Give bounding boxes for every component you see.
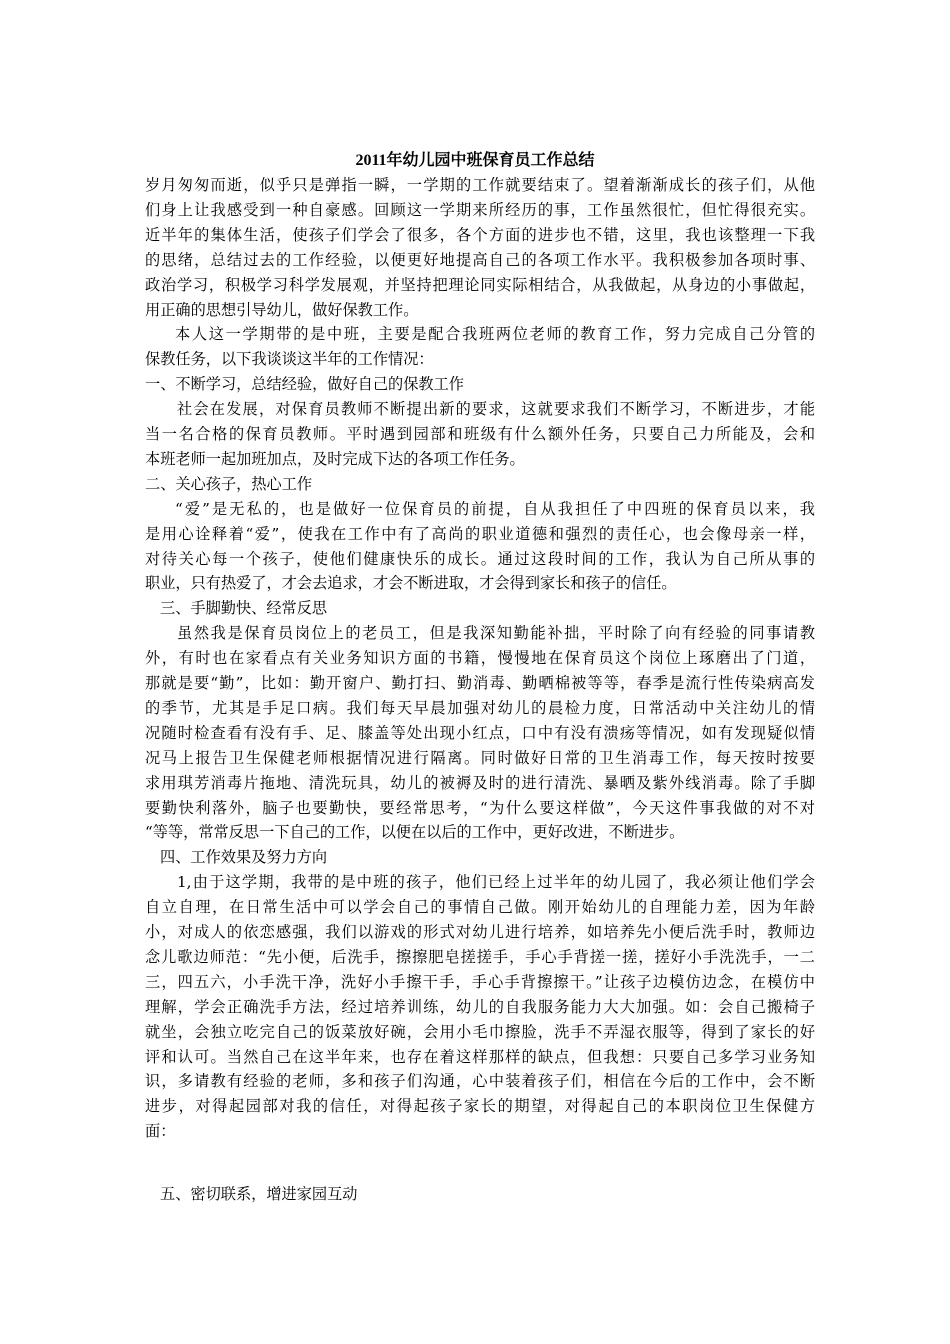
text-line: 面： (145, 1122, 176, 1141)
text-line: 虽然我是保育员岗位上的老员工，但是我深知勤能补拙，平时除了向有经验的同事请教 (177, 624, 815, 643)
text-line: 社会在发展，对保育员教师不断提出新的要求，这就要求我们不断学习，不断进步，才能 (177, 400, 815, 419)
text-line: 二、关心孩子，热心工作 (145, 474, 313, 493)
text-line: 是用心诠释着“爱”，使我在工作中有了高尚的职业道德和强烈的责任心，也会像母亲一样， (145, 524, 815, 543)
text-line: 况随时检查看有没有手、足、膝盖等处出现小红点，口中有没有溃疡等情况，如有发现疑似情 (145, 723, 815, 742)
text-line: 三、手脚勤快、经常反思 (160, 599, 328, 618)
text-line: 对待关心每一个孩子，使他们健康快乐的成长。通过这段时间的工作，我认为自己所从事的 (145, 549, 815, 568)
text-line: 识，多请教有经验的老师，多和孩子们沟通，心中装着孩子们，相信在今后的工作中，会不断 (145, 1072, 815, 1091)
text-line: “爱”是无私的，也是做好一位保育员的前提，自从我担任了中四班的保育员以来，我 (175, 499, 815, 518)
text-line: 求用琪芳消毒片拖地、清洗玩具，幼儿的被褥及时的进行清洗、暴晒及紫外线消毒。除了手脚 (145, 773, 815, 792)
text-line: 要勤快利落外，脑子也要勤快，要经常思考，“为什么要这样做”，今天这件事我做的对不对 (145, 798, 815, 817)
text-line: 就坐，会独立吃完自己的饭菜放好碗，会用小毛巾擦脸，洗手不弄湿衣服等，得到了家长的好 (145, 1022, 815, 1041)
text-line: 念儿歌边师范：“先小便，后洗手，擦擦肥皂搓搓手，手心手背搓一搓，搓好小手洗洗手，一二 (145, 947, 815, 966)
text-line: 理解，学会正确洗手方法，经过培养训练，幼儿的自我服务能力大大加强。如：会自己搬椅子 (145, 997, 815, 1016)
text-line: 1,由于这学期，我带的是中班的孩子，他们已经上过半年的幼儿园了，我必须让他们学会 (177, 873, 815, 892)
document-title: 2011年幼儿园中班保育员工作总结 (355, 152, 595, 169)
text-line: 外，有时也在家看点有关业务知识方面的书籍，慢慢地在保育员这个岗位上琢磨出了门道， (145, 649, 815, 668)
text-line: 本班老师一起加班加点，及时完成下达的各项工作任务。 (145, 449, 525, 468)
text-line: 况马上报告卫生保健老师根据情况进行隔离。同时做好日常的卫生消毒工作，每天按时按要 (145, 748, 815, 767)
text-line: 的季节，尤其是手足口病。我们每天早晨加强对幼儿的晨检力度，日常活动中关注幼儿的情 (145, 698, 815, 717)
text-line: 用正确的思想引导幼儿，做好保教工作。 (145, 300, 419, 319)
text-line: 三，四五六，小手洗干净，洗好小手擦干手，手心手背擦擦干。”让孩子边模仿边念，在模仿中 (145, 972, 815, 991)
text-line: 当一名合格的保育员教师。平时遇到园部和班级有什么额外任务，只要自己力所能及，会和 (145, 425, 815, 443)
text-line: 自立自理，在日常生活中可以学会自己的事情自己做。刚开始幼儿的自理能力差，因为年龄 (145, 898, 815, 917)
text-line: 四、工作效果及努力方向 (160, 848, 328, 867)
text-line: 小，对成人的依恋感强，我们以游戏的形式对幼儿进行培养，如培养先小便后洗手时，教师边 (145, 923, 815, 941)
text-line: 近半年的集体生活，使孩子们学会了很多，各个方面的进步也不错，这里，我也该整理一下我 (145, 225, 815, 244)
text-line: 评和认可。当然自己在这半年来，也存在着这样那样的缺点，但我想：只要自己多学习业务知 (145, 1047, 815, 1066)
text-line: 那就是要“勤”，比如：勤开窗户、勤打扫、勤消毒、勤晒棉被等等，春季是流行性传染病高发 (145, 674, 815, 692)
text-line: 本人这一学期带的是中班，主要是配合我班两位老师的教育工作，努力完成自己分管的 (175, 325, 815, 344)
text-line: 进步，对得起园部对我的信任，对得起孩子家长的期望，对得起自己的本职岗位卫生保健方 (145, 1097, 815, 1116)
text-line: 五、密切联系，增进家园互动 (160, 1185, 358, 1204)
text-line: 职业，只有热爱了，才会去追求，才会不断进取，才会得到家长和孩子的信任。 (145, 574, 677, 593)
text-line: 一、不断学习，总结经验，做好自己的保教工作 (145, 375, 464, 394)
text-line: 保教任务，以下我谈谈这半年的工作情况： (145, 350, 434, 369)
text-line: 岁月匆匆而逝，似乎只是弹指一瞬，一学期的工作就要结束了。望着渐渐成长的孩子们，从他 (145, 176, 815, 194)
text-line: 政治学习，积极学习科学发展观，并坚持把理论同实际相结合，从我做起，从身边的小事做起， (145, 275, 815, 294)
text-line: 们身上让我感受到一种自豪感。回顾这一学期来所经历的事，工作虽然很忙，但忙得很充实。 (145, 200, 815, 219)
text-line: “等等，常常反思一下自己的工作，以便在以后的工作中，更好改进，不断进步。 (145, 823, 685, 842)
text-line: 的思绪，总结过去的工作经验，以便更好地提高自己的各项工作水平。我积极参加各项时事、 (145, 250, 815, 269)
